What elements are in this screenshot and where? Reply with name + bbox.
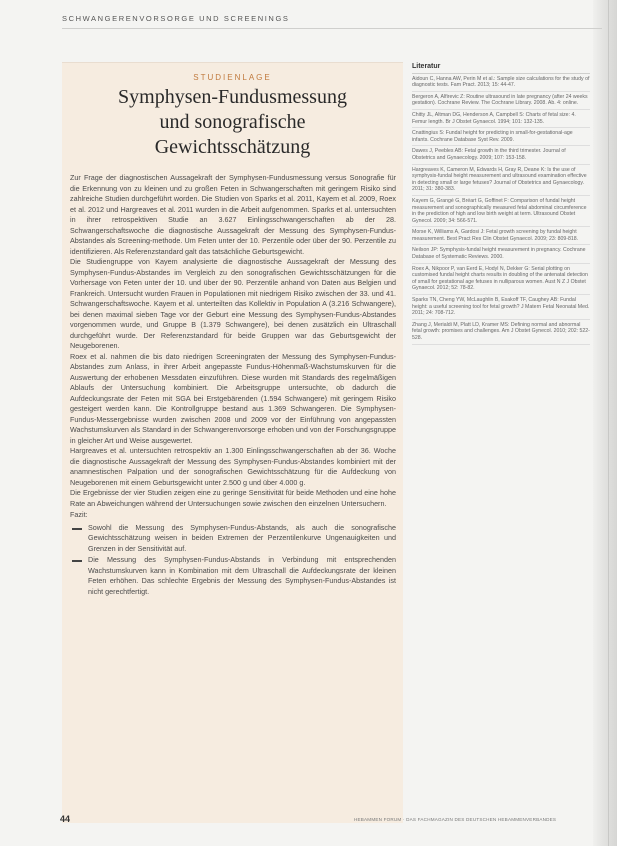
literature-entry: Kayem G, Grangé G, Bréart G, Goffinet F: Comparison of fundal height measurement and sonographically measured fetal abdominal circumference in the prediction of high and low birth weight at term. Ultrasound Obstet Gynecol. 2009; 34: 566-571. [412, 198, 590, 227]
literature-entry: Roex A, Nikpoor P, van Eerd E, Hodyl N, Dekker G: Serial plotting on customised fundal height charts results in doubling of the antenatal detection of small for gestational age fetuses in nulliparous women. Aust N Z J Obstet Gynaecol. 2012; 52: 78-82. [412, 266, 590, 295]
literature-entry: Morse K, Williams A, Gardosi J: Fetal growth screening by fundal height measurement. Best Pract Res Clin Obstet Gynaecol. 2009; 23: 809-818. [412, 229, 590, 245]
study-box [62, 62, 403, 823]
body-paragraph: Die Ergebnisse der vier Studien zeigen eine zu geringe Sensitivität für beide Methoden und eine hohe Rate an Abweichungen während der Untersuchungen sowie zwischen den einzelnen Untersuchern. [70, 488, 396, 508]
literature-rule [412, 73, 590, 74]
page-gutter-line [608, 0, 609, 846]
literature-title: Literatur [412, 63, 441, 70]
body-paragraph: Roex et al. nahmen die bis dato niedrigen Screeningraten der Messung des Symphysen-Fundus-Abstandes zum Anlass, in ihrer Arbeit angepasste Fundus-Höhenmaß-Wachstumskurven für die Auswertung der erhobenen Messdaten einzuführen. Diese wurden mit Standards des regelmäßigen Ablaufs der Untersuchung kombiniert. Die Arbeitsgruppe untersuchte, ob dadurch die Aufdeckungsrate der Feten mit SGA bei Erstgebärenden (1.594 Schwangere) mit geringem Risiko gesteigert werden kann. Die Kontrollgruppe bestand aus 1.369 Schwangeren. Die Symphysen-Fundus-Messergebnisse wurden zwischen 2008 und 2009 vor der Einführung von angepassten Wachstumskurven als Standard in der Schwangerenvorsorge erhoben und von der Forschungsgruppe in gleicher Art und Weise ausgewertet. [70, 351, 396, 445]
box-title-line: Gewichtsschätzung [154, 136, 311, 158]
literature-entry: Chitty JL, Altman DG, Henderson A, Campbell S: Charts of fetal size: 4. Femur length. Br J Obstet Gynaecol. 1994; 101: 132-135. [412, 112, 590, 128]
literature-entry: Dawes J, Peebles AB: Fetal growth in the third trimester. Journal of Obstetrics and Gynaecology. 2009; 107: 153-158. [412, 148, 590, 164]
running-footer: HEBAMMEN FORUM · DAS FACHMAGAZIN DES DEUTSCHEN HEBAMMENVERBANDES [354, 817, 557, 822]
page-number: 44 [60, 814, 71, 824]
fazit-bullet: Sowohl die Messung des Symphysen-Fundus-Abstands, als auch die sonografische Gewichtsschätzung weisen in beiden Extremen der Perzentilenkurve Ungenauigkeiten und Grenzen in der Sensitivität auf. [70, 523, 396, 555]
literature-entry: Hargreaves K, Cameron M, Edwards H, Gray R, Deane K: Is the use of symphysis-fundal height measurement and ultrasound examination effective in detecting small or large fetuses? Journal of Obstetrics and Gynaecology. 2011; 31: 380-383. [412, 167, 590, 196]
section-label: SCHWANGERENVORSORGE UND SCREENINGS [62, 14, 290, 23]
box-title-line: und sonografische [159, 111, 306, 133]
fazit-bullet: Die Messung des Symphysen-Fundus-Abstands in Verbindung mit entsprechenden Wachstumskurven kann in Kombination mit dem Ultraschall die Aufdeckungsrate der kleinen Feten erhöhen. Das schlechte Ergebnis der Messung des Symphysen-Fundus-Abstandes ist nicht gerechtfertigt. [70, 555, 396, 597]
literature-entry: Sparks TN, Cheng YW, McLaughlin B, Esakoff TF, Caughey AB: Fundal height: a useful screening tool for fetal growth? J Matern Fetal Neonatal Med. 2011; 24: 708-712. [412, 297, 590, 320]
header-rule [62, 28, 602, 29]
box-title [72, 85, 393, 160]
body-paragraph: Hargreaves et al. untersuchten retrospektiv an 1.300 Einlingsschwangerschaften ab der 36. Woche die diagnostische Aussagekraft der Messung des Symphysen-Fundus-Abstandes kombiniert mit der anamnestischen Palpation und der sonografischen Gewichtsschätzung für die Aufdeckung von Neugeborenen mit einem Geburtsgewicht unter 2.500 g und über 4.000 g. [70, 446, 396, 487]
literature-entry: Zhang J, Merialdi M, Platt LD, Kramer MS: Defining normal and abnormal fetal growth: promises and challenges. Am J Obstet Gynecol. 2010; 202: 522-528. [412, 322, 590, 345]
literature-entry: Cnattingius S: Fundal height for predicting in small-for-gestational-age infants. Cochrane Database Syst Rev. 2009. [412, 130, 590, 146]
literature-column [412, 64, 590, 347]
box-body [70, 173, 396, 598]
literature-entry: Aidoun C, Hanna AW, Perin M et al.: Sample size calculations for the study of diagnostic tests. Fam Pract. 2013; 15: 44-47. [412, 76, 590, 92]
literature-entry: Neilson JP: Symphysis-fundal height measurement in pregnancy. Cochrane Database of Systematic Reviews. 2000. [412, 247, 590, 263]
page-edge-shadow [593, 0, 617, 846]
box-eyebrow: STUDIENLAGE [193, 73, 272, 82]
fazit-label: Fazit: [70, 510, 88, 519]
body-paragraph: Die Studiengruppe von Kayem analysierte die diagnostische Aussagekraft der Messung des Symphysen-Fundus-Abstandes im Vergleich zu den sonografischen Gewichtsschätzungen für die Vorhersage von Feten unter der 10. und über der 90. Perzentile anhand von Daten aus Belgien und Frankreich. Untersucht wurden Frauen in Populationen mit niedrigem Risiko zwischen der 33. und 41. Schwangerschaftswoche. Kayem et al. unterteilten das Kollektiv in Population A (3.216 Schwangere), bei denen maximal sieben Tage vor der Geburt eine Messung des Symphysen-Fundus-Abstandes vorgenommen wurde, und Gruppe B (1.379 Schwangere), bei denen zusätzlich ein Ultraschall durchgeführt wurde. Der Referenzstandard für beide Gruppen war das Geburtsgewicht der Neugeborenen. [70, 257, 396, 350]
box-title-line: Symphysen-Fundusmessung [118, 86, 347, 108]
literature-entry: Bergeron A, Alfirevic Z: Routine ultrasound in late pregnancy (after 24 weeks gestation). Cochrane Review. The Cochrane Library. 2008. Ab. 4: online. [412, 94, 590, 110]
body-paragraph: Zur Frage der diagnostischen Aussagekraft der Symphysen-Fundusmessung versus Sonografie für die Erkennung von zu kleinen und zu großen Feten in Schwangerschaften mit geringem Risiko sind zahlreiche Studien durchgeführt worden. Die Studien von Sparks et al. 2011, Kayem et al. 2009, Roex et al. 2012 und Hargreaves et al. 2011 wurden in die Arbeit aufgenommen. Sparks et al. untersuchten in ihrer retrospektiven Studie an 3.627 Einlingsschwangerschaften ab der 28. Schwangerschaftswoche die diagnostische Aussagekraft der Messung des Symphysen-Fundus-Abstandes als Screening-methode. Um Feten unter der 10. Perzentile oder über der 90. Perzentile zu identifizieren. Als Referenzstandard galt das tatsächliche Geburtsgewicht. [70, 173, 396, 256]
fazit-list [70, 523, 396, 598]
